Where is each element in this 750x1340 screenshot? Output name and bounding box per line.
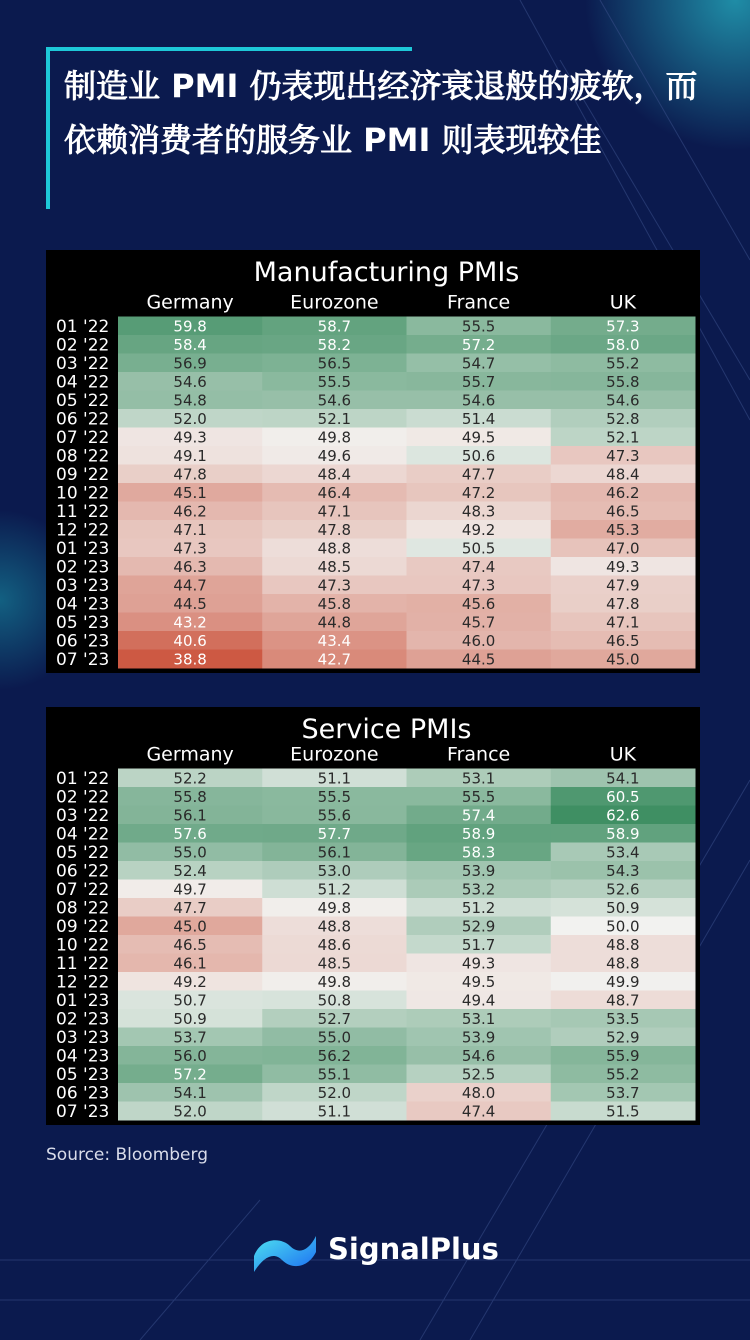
cell-value: 55.6 [317,806,352,825]
cell-value: 47.8 [173,465,207,484]
cell-value: 48.3 [461,502,496,521]
cell-value: 54.7 [461,354,496,373]
headline-accent-line [46,47,50,209]
cell-value: 49.5 [461,428,496,447]
row-label: 08 '22 [56,446,110,467]
row-label: 04 '23 [56,594,110,615]
cell-value: 47.3 [317,576,352,595]
cell-value: 45.6 [461,594,496,613]
cell-value: 49.2 [173,972,207,991]
cell-value: 58.9 [606,824,640,843]
row-label: 02 '22 [56,787,110,808]
cell-value: 49.1 [173,446,207,465]
row-label: 10 '22 [56,935,110,956]
cell-value: 46.5 [606,502,640,521]
row-label: 11 '22 [56,953,110,974]
cell-value: 48.4 [317,465,352,484]
cell-value: 58.4 [173,335,207,354]
cell-value: 52.0 [173,409,207,428]
cell-value: 47.7 [173,898,207,917]
cell-value: 45.0 [606,650,640,669]
row-label: 05 '22 [56,390,110,411]
cell-value: 52.4 [173,861,207,880]
cell-value: 52.0 [173,1102,207,1121]
cell-value: 55.0 [317,1028,352,1047]
cell-value: 49.9 [606,972,640,991]
column-header: Eurozone [290,291,379,314]
cell-value: 45.3 [606,520,640,539]
cell-value: 44.5 [461,650,496,669]
row-label: 06 '22 [56,861,110,882]
cell-value: 52.1 [606,428,640,447]
cell-value: 43.2 [173,613,207,632]
cell-value: 55.7 [461,372,496,391]
cell-value: 54.1 [173,1083,207,1102]
cell-value: 44.7 [173,576,207,595]
cell-value: 55.2 [606,354,640,373]
cell-value: 55.9 [606,1046,640,1065]
cell-value: 52.1 [317,409,352,428]
cell-value: 56.1 [317,843,352,862]
cell-value: 47.3 [173,539,207,558]
cell-value: 50.0 [606,917,640,936]
row-label: 07 '22 [56,427,110,448]
cell-value: 53.0 [317,861,352,880]
cell-value: 47.0 [606,539,640,558]
cell-value: 49.3 [461,954,496,973]
cell-value: 48.5 [317,557,352,576]
cell-value: 52.2 [173,769,207,788]
column-header: UK [609,743,637,766]
row-label: 02 '23 [56,1009,110,1030]
cell-value: 54.6 [461,391,496,410]
row-label: 07 '22 [56,879,110,900]
cell-value: 44.8 [317,613,352,632]
cell-value: 46.3 [173,557,207,576]
cell-value: 48.6 [317,935,352,954]
cell-value: 53.1 [461,1009,496,1028]
cell-value: 48.8 [606,954,640,973]
cell-value: 56.5 [317,354,352,373]
cell-value: 49.8 [317,898,352,917]
chart-title: Manufacturing PMIs [253,257,520,288]
signalplus-logo-icon [252,1226,318,1276]
row-label: 03 '23 [56,575,110,596]
cell-value: 40.6 [173,631,207,650]
cell-value: 49.2 [461,520,496,539]
cell-value: 56.9 [173,354,207,373]
cell-value: 52.9 [606,1028,640,1047]
cell-value: 55.5 [461,787,496,806]
cell-value: 44.5 [173,594,207,613]
cell-value: 50.6 [461,446,496,465]
cell-value: 48.7 [606,991,640,1010]
row-label: 01 '23 [56,990,110,1011]
cell-value: 46.2 [173,502,207,521]
row-label: 08 '22 [56,898,110,919]
cell-value: 52.5 [461,1065,496,1084]
cell-value: 48.5 [317,954,352,973]
cell-value: 45.7 [461,613,496,632]
cell-value: 49.6 [317,446,352,465]
cell-value: 53.1 [461,769,496,788]
column-header: France [447,743,511,766]
cell-value: 57.2 [461,335,496,354]
column-header: Germany [146,291,234,314]
row-label: 05 '23 [56,612,110,633]
cell-value: 55.0 [173,843,207,862]
cell-value: 45.8 [317,594,352,613]
cell-value: 57.3 [606,317,640,336]
cell-value: 50.5 [461,539,496,558]
cell-value: 53.2 [461,880,496,899]
column-header: Eurozone [290,743,379,766]
cell-value: 49.8 [317,972,352,991]
cell-value: 56.0 [173,1046,207,1065]
cell-value: 52.6 [606,880,640,899]
cell-value: 54.8 [173,391,207,410]
cell-value: 59.8 [173,317,207,336]
cell-value: 50.8 [317,991,352,1010]
row-label: 03 '22 [56,805,110,826]
cell-value: 52.0 [317,1083,352,1102]
row-label: 09 '22 [56,464,110,485]
cell-value: 49.4 [461,991,496,1010]
cell-value: 47.4 [461,1102,496,1121]
cell-value: 43.4 [317,631,352,650]
cell-value: 47.9 [606,576,640,595]
row-label: 06 '22 [56,409,110,430]
headline-text: 制造业 PMI 仍表现出经济衰退般的疲软，而依赖消费者的服务业 PMI 则表现较佳 [64,67,698,159]
row-label: 02 '22 [56,335,110,356]
row-label: 12 '22 [56,520,110,541]
brand-name: SignalPlus [328,1232,499,1266]
cell-value: 55.8 [606,372,640,391]
service-pmi-heatmap [46,707,700,1125]
cell-value: 57.4 [461,806,496,825]
row-label: 04 '22 [56,372,110,393]
cell-value: 55.5 [461,317,496,336]
cell-value: 52.8 [606,409,640,428]
cell-value: 47.1 [173,520,207,539]
cell-value: 47.8 [317,520,352,539]
cell-value: 55.5 [317,787,352,806]
headline-accent-bar [46,47,412,51]
cell-value: 54.1 [606,769,640,788]
cell-value: 46.1 [173,954,207,973]
cell-value: 48.8 [317,539,352,558]
row-label: 07 '23 [56,649,110,670]
row-label: 01 '23 [56,538,110,559]
cell-value: 62.6 [606,806,640,825]
cell-value: 46.2 [606,483,640,502]
cell-value: 52.9 [461,917,496,936]
cell-value: 53.9 [461,1028,496,1047]
cell-value: 47.3 [461,576,496,595]
cell-value: 48.8 [606,935,640,954]
cell-value: 57.2 [173,1065,207,1084]
chart-title: Service PMIs [301,714,472,745]
cell-value: 42.7 [317,650,352,669]
row-label: 06 '23 [56,1083,110,1104]
cell-value: 52.7 [317,1009,352,1028]
cell-value: 45.1 [173,483,207,502]
cell-value: 54.6 [173,372,207,391]
row-label: 09 '22 [56,916,110,937]
cell-value: 53.7 [173,1028,207,1047]
cell-value: 49.5 [461,972,496,991]
cell-value: 48.0 [461,1083,496,1102]
row-label: 12 '22 [56,972,110,993]
cell-value: 54.3 [606,861,640,880]
cell-value: 45.0 [173,917,207,936]
manufacturing-pmi-chart [46,250,700,673]
cell-value: 47.3 [606,446,640,465]
cell-value: 56.2 [317,1046,352,1065]
cell-value: 51.4 [461,409,496,428]
column-header: Germany [146,743,234,766]
cell-value: 47.1 [317,502,352,521]
column-header: UK [609,291,637,314]
manufacturing-pmi-heatmap [46,250,700,673]
row-label: 04 '22 [56,824,110,845]
cell-value: 58.7 [317,317,352,336]
row-label: 02 '23 [56,557,110,578]
row-label: 06 '23 [56,631,110,652]
cell-value: 55.1 [317,1065,352,1084]
cell-value: 51.2 [461,898,496,917]
row-label: 11 '22 [56,501,110,522]
cell-value: 49.3 [606,557,640,576]
cell-value: 57.6 [173,824,207,843]
column-header: France [447,291,511,314]
cell-value: 46.5 [606,631,640,650]
source-note: Source: Bloomberg [46,1145,208,1165]
cell-value: 56.1 [173,806,207,825]
cell-value: 46.5 [173,935,207,954]
cell-value: 46.0 [461,631,496,650]
cell-value: 51.2 [317,880,352,899]
cell-value: 47.8 [606,594,640,613]
cell-value: 55.2 [606,1065,640,1084]
cell-value: 53.9 [461,861,496,880]
cell-value: 54.6 [317,391,352,410]
cell-value: 47.7 [461,465,496,484]
cell-value: 58.0 [606,335,640,354]
cell-value: 57.7 [317,824,352,843]
cell-value: 51.5 [606,1102,640,1121]
cell-value: 54.6 [606,391,640,410]
cell-value: 53.7 [606,1083,640,1102]
cell-value: 49.8 [317,428,352,447]
cell-value: 51.7 [461,935,496,954]
cell-value: 47.1 [606,613,640,632]
cell-value: 47.4 [461,557,496,576]
cell-value: 50.9 [173,1009,207,1028]
service-pmi-chart [46,707,700,1125]
cell-value: 53.5 [606,1009,640,1028]
row-label: 01 '22 [56,316,110,337]
row-label: 04 '23 [56,1046,110,1067]
cell-value: 58.9 [461,824,496,843]
cell-value: 48.8 [317,917,352,936]
cell-value: 50.7 [173,991,207,1010]
cell-value: 49.7 [173,880,207,899]
row-label: 10 '22 [56,483,110,504]
row-label: 03 '22 [56,353,110,374]
cell-value: 38.8 [173,650,207,669]
row-label: 03 '23 [56,1027,110,1048]
cell-value: 48.4 [606,465,640,484]
cell-value: 55.8 [173,787,207,806]
cell-value: 58.3 [461,843,496,862]
cell-value: 47.2 [461,483,496,502]
cell-value: 49.3 [173,428,207,447]
row-label: 07 '23 [56,1101,110,1122]
cell-value: 50.9 [606,898,640,917]
row-label: 05 '23 [56,1064,110,1085]
cell-value: 60.5 [606,787,640,806]
cell-value: 53.4 [606,843,640,862]
row-label: 01 '22 [56,768,110,789]
cell-value: 54.6 [461,1046,496,1065]
cell-value: 51.1 [317,1102,352,1121]
cell-value: 55.5 [317,372,352,391]
cell-value: 46.4 [317,483,352,502]
cell-value: 58.2 [317,335,352,354]
row-label: 05 '22 [56,842,110,863]
cell-value: 51.1 [317,769,352,788]
